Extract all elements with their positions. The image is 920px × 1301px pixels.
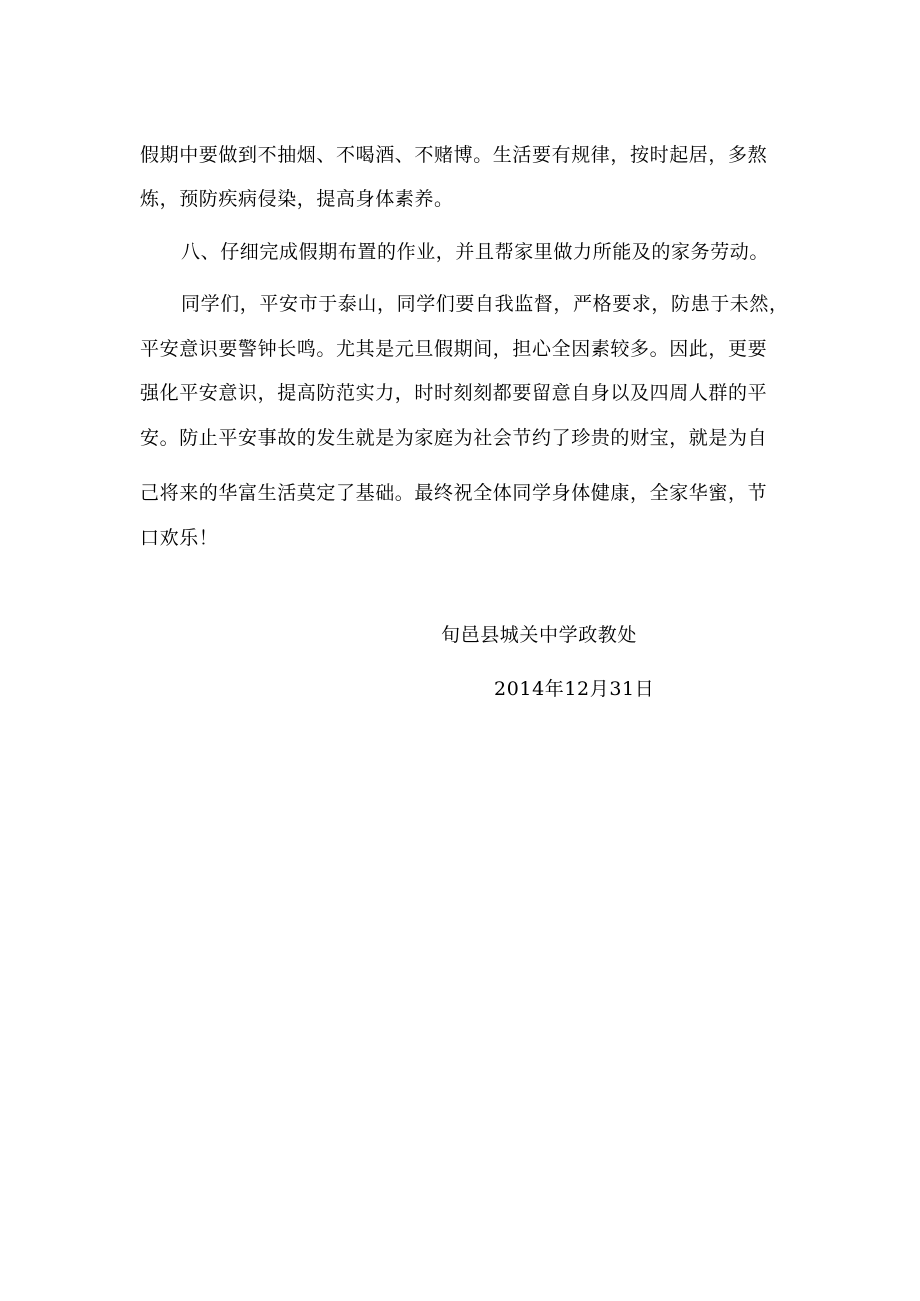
signature-office: 旬邑县城关中学政教处 xyxy=(441,624,638,646)
paragraph-1-line-1: 假期中要做到不抽烟、不喝酒、不赌博。生活要有规律，按时起居，多熬 xyxy=(140,144,768,166)
paragraph-3-line-5: 己将来的华富生活莫定了基础。最终祝全体同学身体健康，全家华蜜，节 xyxy=(140,482,768,504)
signature-date: 2014年12月31日 xyxy=(494,678,655,700)
paragraph-1-line-2: 炼，预防疾病侵染，提高身体素养。 xyxy=(140,188,454,210)
paragraph-3-line-3: 强化平安意识，提高防范实力，时时刻刻都要留意自身以及四周人群的平 xyxy=(140,382,768,404)
paragraph-3-line-2: 平安意识要警钟长鸣。尤其是元旦假期间，担心全因素较多。因此，更要 xyxy=(140,338,768,360)
paragraph-3-line-4: 安。防止平安事故的发生就是为家庭为社会节约了珍贵的财宝，就是为自 xyxy=(140,427,768,449)
paragraph-2-line-1: 八、仔细完成假期布置的作业，并且帮家里做力所能及的家务劳动。 xyxy=(181,241,770,263)
paragraph-3-line-1: 同学们，平安市于泰山，同学们要自我监督，严格要求，防患于未然， xyxy=(181,293,789,315)
paragraph-3-line-6: 口欢乐！ xyxy=(140,527,219,549)
